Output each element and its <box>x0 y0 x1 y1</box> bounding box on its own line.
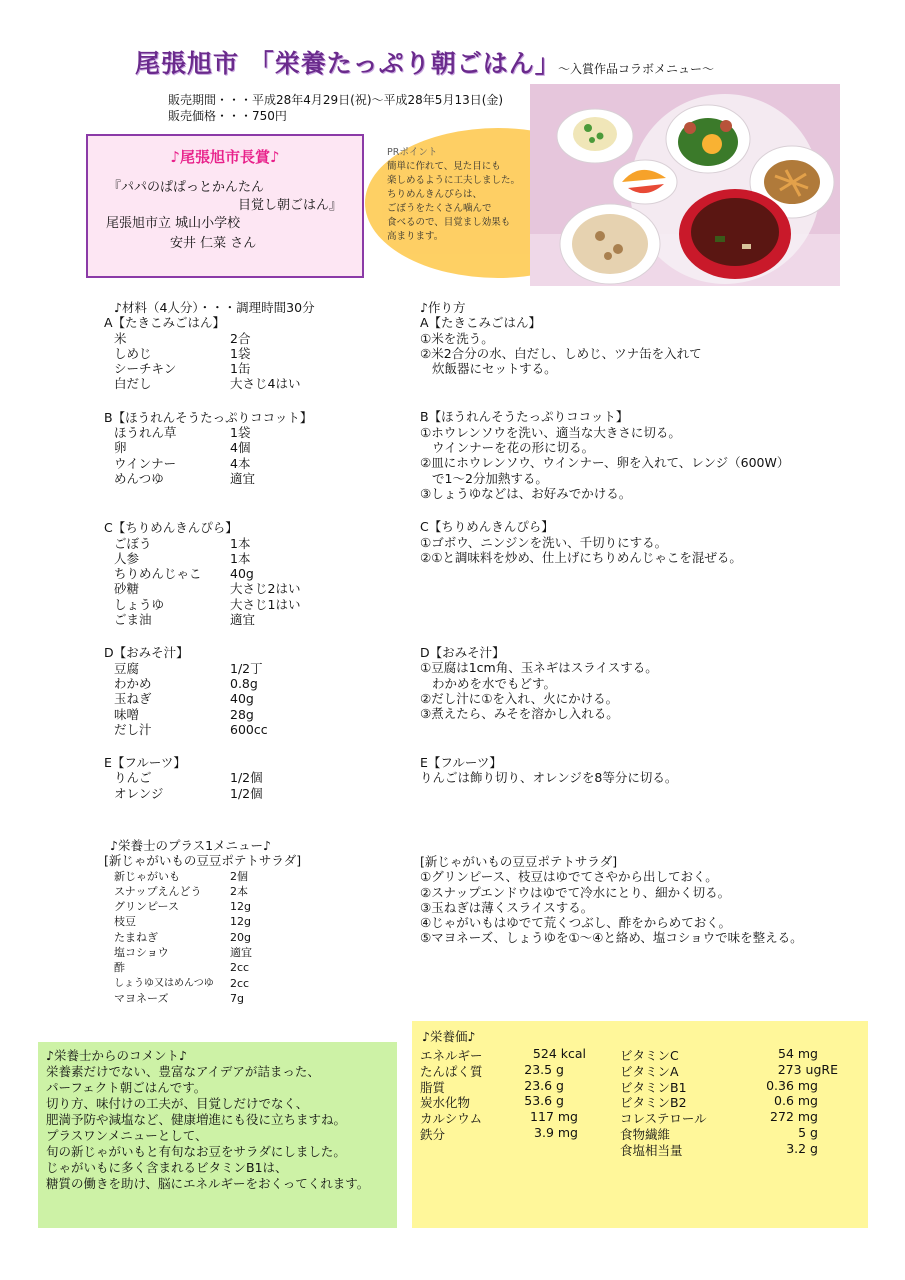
ingredient-row <box>104 425 404 440</box>
ingredient-qty: 1缶 <box>230 361 251 377</box>
ingredient-name: グリンピース <box>114 900 180 914</box>
ingredient-name: ごぼう <box>114 535 152 551</box>
ingredient-qty: 1/2丁 <box>230 660 263 676</box>
nutrient-value: 23.6 g <box>524 1077 564 1093</box>
ingredient-name: ほうれん草 <box>114 425 177 441</box>
plus-step-line: ③玉ねぎは薄くスライスする。 <box>420 899 594 915</box>
plus-row <box>104 991 404 1006</box>
ingredient-qty: 7g <box>230 991 244 1005</box>
step-section-title: C【ちりめんきんぴら】 <box>420 519 554 535</box>
ingredient-name: たまねぎ <box>114 930 158 944</box>
nutrient-name: ビタミンA <box>620 1063 679 1079</box>
sales-info <box>168 92 503 124</box>
plus-row <box>104 914 404 929</box>
ingredient-row <box>104 456 404 471</box>
nutrient-name: 鉄分 <box>420 1126 446 1142</box>
nutrient-name: 炭水化物 <box>420 1095 471 1111</box>
nutrition-row <box>620 1093 840 1109</box>
pr-heading: PRポイント <box>387 147 438 158</box>
step-line: ①豆腐は1cm角、玉ネギはスライスする。 <box>420 660 658 676</box>
ingredient-row <box>104 722 404 737</box>
ingredient-qty: 適宜 <box>230 612 256 628</box>
ingredient-section-title: D【おみそ汁】 <box>104 645 189 661</box>
nutrition-row <box>420 1062 600 1078</box>
nutrient-name: エネルギー <box>420 1048 483 1063</box>
plus-row <box>104 869 404 884</box>
ingredient-qty: 12g <box>230 900 251 914</box>
nutrition-row <box>620 1046 840 1062</box>
steps-column <box>420 300 880 785</box>
ingredient-section-title: E【フルーツ】 <box>104 755 186 771</box>
ingredient-row <box>104 676 404 691</box>
ingredient-name: 米 <box>114 330 127 346</box>
step-line: りんごは飾り切り、オレンジを8等分に切る。 <box>420 769 678 785</box>
pr-line: ちりめんきんぴらは、 <box>387 189 483 200</box>
plus-row <box>104 884 404 899</box>
ingredient-row <box>104 440 404 455</box>
ingredient-qty: 2cc <box>230 961 250 975</box>
ingredient-name: 豆腐 <box>114 660 140 676</box>
nutrient-value: 272 mg <box>770 1109 818 1125</box>
ingredient-qty: 600cc <box>230 721 268 737</box>
comment-line: 栄養素だけでない、豊富なアイデアが詰まった、 <box>46 1064 320 1079</box>
step-line: 炊飯器にセットする。 <box>432 361 557 377</box>
ingredient-name: 塩コショウ <box>114 946 169 960</box>
ingredient-qty: 大さじ2はい <box>230 581 301 597</box>
ingredient-row <box>104 691 404 706</box>
plus-steps-title: [新じゃがいもの豆豆ポテトサラダ] <box>420 854 618 869</box>
award-menu-line1: 『パパのぱぱっとかんたん <box>108 180 265 195</box>
ingredient-qty: 大さじ4はい <box>230 376 301 392</box>
breakfast-photo <box>530 84 840 286</box>
ingredient-qty: 1袋 <box>230 345 251 361</box>
step-section-title: D【おみそ汁】 <box>420 645 505 661</box>
nutrient-name: コレステロール <box>620 1111 707 1127</box>
plus-step-line: ②スナップエンドウはゆでて冷水にとり、細かく切る。 <box>420 884 731 900</box>
plus-row <box>104 976 404 991</box>
ingredient-qty: 1/2個 <box>230 770 263 786</box>
ingredient-name: しめじ <box>114 345 152 361</box>
ingredient-row <box>104 581 404 596</box>
nutrition-heading: ♪栄養価♪ <box>422 1029 476 1044</box>
comment-line: パーフェクト朝ごはんです。 <box>46 1080 207 1095</box>
ingredient-row <box>104 536 404 551</box>
step-line: ③しょうゆなどは、お好みでかける。 <box>420 485 632 501</box>
ingredient-name: マヨネーズ <box>114 991 169 1005</box>
plus-menu-steps <box>420 854 890 946</box>
nutrition-row <box>420 1093 600 1109</box>
ingredient-section-title: B【ほうれんそうたっぷりココット】 <box>104 409 313 425</box>
ingredient-row <box>104 707 404 722</box>
ingredient-row <box>104 551 404 566</box>
comment-line: 切り方、味付けの工夫が、目覚しだけでなく、 <box>46 1096 309 1111</box>
nutrient-value: 23.5 g <box>524 1061 564 1077</box>
nutrition-row <box>620 1109 840 1125</box>
step-line: ウインナーを花の形に切る。 <box>432 440 595 456</box>
page-subtitle: ～入賞作品コラボメニュー～ <box>558 62 715 76</box>
ingredient-qty: 適宜 <box>230 946 252 960</box>
ingredient-name: 玉ねぎ <box>114 691 152 707</box>
ingredient-name: 砂糖 <box>114 581 140 597</box>
nutrition-row <box>420 1046 600 1062</box>
nutrition-row <box>620 1141 840 1157</box>
nutrient-value: 3.2 g <box>786 1140 818 1156</box>
comment-line: プラスワンメニューとして、 <box>46 1128 208 1143</box>
step-line: ②だし汁に①を入れ、火にかける。 <box>420 691 619 707</box>
nutrition-box <box>412 1021 868 1228</box>
comment-line: 糖質の働きを助け、脳にエネルギーをおくってくれます。 <box>46 1176 370 1191</box>
ingredient-row <box>104 612 404 627</box>
nutrient-name: 食塩相当量 <box>620 1142 683 1158</box>
comment-line: 肥満予防や減塩など、健康増進にも役に立ちますね。 <box>46 1112 347 1127</box>
nutrition-row <box>420 1078 600 1094</box>
ingredient-name: 酢 <box>114 961 125 975</box>
page-title: 尾張旭市 「栄養たっぷり朝ごはん」 <box>135 49 561 78</box>
ingredient-name: わかめ <box>114 675 152 691</box>
plus-heading: ♪栄養士のプラス1メニュー♪ <box>110 838 272 853</box>
step-line: ②皿にホウレンソウ、ウインナー、卵を入れて、レンジ（600W） <box>420 455 790 471</box>
step-line: ①ゴボウ、ニンジンを洗い、千切りにする。 <box>420 534 668 550</box>
pr-line: 楽しめるように工夫しました。 <box>387 175 521 186</box>
ingredient-row <box>104 331 404 346</box>
ingredient-qty: 大さじ1はい <box>230 596 301 612</box>
breakfast-photo-illustration <box>530 84 840 286</box>
comment-heading: ♪栄養士からのコメント♪ <box>46 1048 187 1063</box>
award-school: 尾張旭市立 城山小学校 <box>106 216 241 231</box>
ingredient-name: ウインナー <box>114 455 177 471</box>
step-line: ①ホウレンソウを洗い、適当な大きさに切る。 <box>420 424 681 440</box>
ingredient-row <box>104 376 404 391</box>
plus-step-line: ⑤マヨネーズ、しょうゆを①～④と絡め、塩コショウで味を整える。 <box>420 930 803 946</box>
ingredient-qty: 適宜 <box>230 470 256 486</box>
step-section-title: A【たきこみごはん】 <box>420 315 542 331</box>
plus-row <box>104 930 404 945</box>
ingredient-qty: 2本 <box>230 884 248 898</box>
ingredient-name: しょうゆ <box>114 596 165 612</box>
nutrition-row <box>620 1062 840 1078</box>
step-section-title: E【フルーツ】 <box>420 754 502 770</box>
award-title: ♪尾張旭市長賞♪ <box>170 148 280 166</box>
nutrient-value: 273 ugRE <box>777 1061 838 1077</box>
pr-line: 高まります。 <box>387 231 444 242</box>
nutrient-name: 脂質 <box>420 1079 446 1095</box>
nutrition-row <box>420 1109 600 1125</box>
ingredient-name: 人参 <box>114 550 140 566</box>
step-line: ①米を洗う。 <box>420 330 494 346</box>
nutrient-name: 食物繊維 <box>620 1126 671 1142</box>
ingredient-name: 枝豆 <box>114 915 136 929</box>
nutrition-left-table <box>420 1046 600 1141</box>
ingredient-section-title: A【たきこみごはん】 <box>104 315 226 331</box>
ingredient-name: めんつゆ <box>114 470 164 486</box>
ingredient-name: だし汁 <box>114 721 152 737</box>
nutrient-value: 5 g <box>798 1124 818 1140</box>
ingredients-column <box>104 300 404 801</box>
ingredient-qty: 1/2個 <box>230 785 263 801</box>
comment-line: 旬の新じゃがいもと有旬なお豆をサラダにしました。 <box>46 1144 346 1159</box>
ingredient-name: シーチキン <box>114 361 177 377</box>
plus-step-line: ①グリンピース、枝豆はゆでてさやから出しておく。 <box>420 869 718 885</box>
nutrition-right-table <box>620 1046 840 1157</box>
ingredient-qty: 40g <box>230 566 254 582</box>
nutrient-value: 117 mg <box>530 1109 578 1125</box>
ingredient-qty: 1袋 <box>230 425 251 441</box>
nutrition-row <box>620 1078 840 1094</box>
ingredients-heading: ♪材料（4人分）・・・調理時間30分 <box>114 300 315 315</box>
ingredient-row <box>104 346 404 361</box>
ingredient-name: 白だし <box>114 376 152 392</box>
ingredient-row <box>104 786 404 801</box>
nutrient-value: 54 mg <box>778 1046 818 1061</box>
comment-text <box>46 1048 369 1192</box>
nutrient-name: たんぱく質 <box>420 1063 483 1079</box>
nutrient-value: 0.36 mg <box>766 1077 818 1093</box>
ingredient-name: 卵 <box>114 440 127 456</box>
pr-line: 食べるので、目覚まし効果も <box>387 217 511 228</box>
ingredient-name: 味噌 <box>114 706 140 722</box>
ingredient-qty: 20g <box>230 930 251 944</box>
step-section-title: B【ほうれんそうたっぷりココット】 <box>420 409 629 425</box>
nutrition-row <box>620 1125 840 1141</box>
ingredient-name: ちりめんじゃこ <box>114 566 202 582</box>
nutrient-value: 0.6 mg <box>774 1093 818 1109</box>
ingredient-qty: 0.8g <box>230 675 258 691</box>
step-line: ②米2合分の水、白だし、しめじ、ツナ缶を入れて <box>420 345 702 361</box>
ingredient-qty: 2合 <box>230 330 251 346</box>
ingredient-name: りんご <box>114 770 152 786</box>
ingredient-qty: 28g <box>230 706 254 722</box>
ingredient-qty: 40g <box>230 691 254 707</box>
plus-row <box>104 960 404 975</box>
ingredient-qty: 1本 <box>230 550 251 566</box>
award-menu-line2: 目覚し朝ごはん』 <box>238 198 343 213</box>
plus-title: [新じゃがいもの豆豆ポテトサラダ] <box>104 853 302 869</box>
ingredient-qty: 2個 <box>230 869 248 883</box>
plus-menu-ingredients <box>104 838 404 1006</box>
plus-row <box>104 899 404 914</box>
ingredient-qty: 4本 <box>230 455 251 471</box>
ingredient-row <box>104 471 404 486</box>
ingredient-name: オレンジ <box>114 785 164 801</box>
sales-period: 販売期間・・・平成28年4月29日(祝)～平成28年5月13日(金) <box>168 93 504 107</box>
pr-text <box>387 146 520 244</box>
ingredient-row <box>104 661 404 676</box>
nutrient-value: 53.6 g <box>524 1093 564 1109</box>
step-line: ②①と調味料を炒め、仕上げにちりめんじゃこを混ぜる。 <box>420 549 742 565</box>
steps-heading: ♪作り方 <box>420 300 466 315</box>
step-line: わかめを水でもどす。 <box>432 675 557 691</box>
nutrition-row <box>420 1125 600 1141</box>
nutrient-name: ビタミンB1 <box>620 1079 687 1095</box>
ingredient-name: ごま油 <box>114 612 152 628</box>
ingredient-qty: 4個 <box>230 440 251 456</box>
ingredient-qty: 12g <box>230 915 251 929</box>
dietitian-comment-box <box>38 1042 397 1228</box>
ingredient-section-title: C【ちりめんきんぴら】 <box>104 520 238 536</box>
ingredient-qty: 2cc <box>230 976 250 990</box>
comment-line: じゃがいもに多く含まれるビタミンB1は、 <box>46 1160 288 1175</box>
ingredient-name: スナップえんどう <box>114 884 202 898</box>
nutrient-value: 524 kcal <box>532 1046 586 1061</box>
ingredient-row <box>104 566 404 581</box>
sales-price: 販売価格・・・750円 <box>168 109 287 123</box>
ingredient-row <box>104 597 404 612</box>
award-box <box>86 134 364 278</box>
pr-line: 簡単に作れて、見た目にも <box>387 161 501 172</box>
ingredient-name: 新じゃがいも <box>114 869 180 883</box>
plus-row <box>104 945 404 960</box>
nutrient-value: 3.9 mg <box>534 1124 578 1140</box>
ingredient-row <box>104 361 404 376</box>
pr-line: ごぼうをたくさん噛んで <box>387 203 492 214</box>
nutrient-name: カルシウム <box>420 1111 483 1127</box>
step-line: で1～2分加熱する。 <box>432 470 548 486</box>
plus-step-line: ④じゃがいもはゆでて荒くつぶし、酢をからめておく。 <box>420 915 731 931</box>
ingredient-name: しょうゆ又はめんつゆ <box>114 977 214 989</box>
ingredient-row <box>104 770 404 785</box>
nutrient-name: ビタミンC <box>620 1048 679 1063</box>
award-student: 安井 仁菜 さん <box>170 236 257 251</box>
step-line: ③煮えたら、みそを溶かし入れる。 <box>420 706 619 722</box>
ingredient-qty: 1本 <box>230 535 251 551</box>
nutrient-name: ビタミンB2 <box>620 1095 687 1111</box>
